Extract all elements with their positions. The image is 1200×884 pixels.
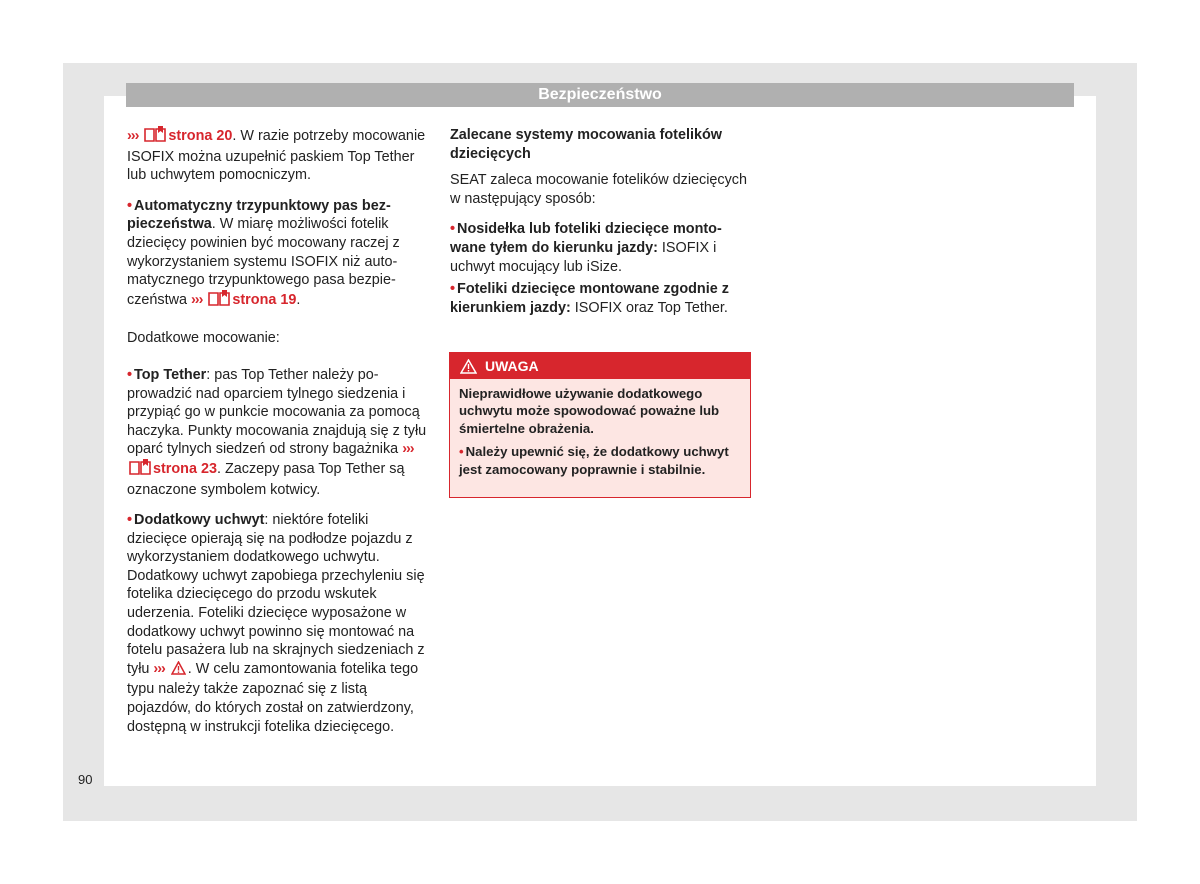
book-icon [208, 290, 230, 312]
paragraph-additional: Dodatkowe mocowanie: [127, 330, 280, 347]
warning-text: Należy upewnić się, że dodatkowy uchwyt jest zamocowany poprawnie i stabilnie. [459, 444, 729, 477]
ref-arrow: ››› [127, 128, 139, 144]
ref-arrow: ››› [153, 660, 165, 677]
item-bold: Foteliki dziecięce montowane zgodnie z kierunkiem jazdy: [450, 281, 729, 316]
paragraph-seatbelt [127, 197, 427, 312]
bullet-icon: • [127, 512, 133, 529]
intro-paragraph: SEAT zaleca mocowanie fotelików dziecięcych w następujący sposób: [450, 172, 748, 207]
heading-text: Zalecane systemy mocowania fotelików dziecięcych [450, 127, 722, 162]
paragraph-bold: Automatyczny trzypunktowy pas bezpieczeństwa [127, 197, 391, 233]
bullet-icon: • [450, 221, 456, 238]
ref-arrow: ››› [191, 291, 203, 308]
link-strona-19[interactable]: strona 19 [232, 291, 297, 308]
warning-title: UWAGA [485, 358, 539, 374]
bullet-icon: • [127, 366, 133, 383]
bullet-icon: • [450, 281, 456, 298]
paragraph-text: . W razie potrzeby mocowanie ISOFIX można uzupełnić paskiem Top Tether lub uchwytem pomocniczym. [127, 128, 426, 184]
ref-arrow: ››› [402, 441, 414, 458]
warning-triangle-icon [460, 359, 477, 374]
book-icon [144, 126, 166, 148]
paragraph-text: . W celu zamontowania fotelika tego typu należy także zapoznać się z listą pojazdów, do których został on zatwierdzony, dostępną w instrukcji fotelika dziecięcego. [127, 660, 419, 735]
paragraph-bold: Top Tether [134, 366, 207, 383]
paragraph-top-tether [127, 366, 427, 499]
paragraph-ref-20 [127, 126, 427, 185]
left-column [127, 126, 427, 748]
bullet-icon: • [459, 444, 464, 460]
warning-body [450, 379, 750, 478]
paragraph-text: : niektóre foteliki dziecięce opierają się na podłodze pojazdu z wykorzystaniem dodatkowego uchwytu. Dodatkowy uchwyt zapobiega przechyleniu się fotelika dziecięcego do przodu wskutek uderzenia. Foteliki dziecięce wyposażone w dodatkowy uchwyt powinno się montować na fotelu pasażera lub na skrajnych siedzeniach z tyłu [127, 512, 425, 677]
paragraph-text: . [296, 291, 301, 308]
paragraph-text: . Zaczepy pasa Top Tether są oznaczone symbolem kotwicy. [127, 460, 405, 498]
paragraph-text: : pas Top Tether należy poprowadzić nad oparciem tylnego siedzenia i przypiąć go w punkcie mocowania za pomocą haczyka. Punkty mocowania znajdują się z tyłu oparć tylnych siedzeń od strony bagażnika [127, 366, 427, 458]
link-strona-20[interactable]: strona 20 [168, 128, 233, 144]
section-header: Bezpieczeństwo [126, 83, 1074, 107]
link-strona-23[interactable]: strona 23 [153, 460, 217, 477]
bullet-icon: • [127, 197, 133, 214]
warning-header [450, 353, 750, 379]
item-text: ISOFIX oraz Top Tether. [570, 299, 728, 316]
item-text: ISOFIX i uchwyt mocujący lub iSize. [450, 239, 717, 275]
paragraph-bold: Dodatkowy uchwyt [134, 512, 265, 529]
paragraph-text: . W miarę możliwości fotelik dziecięcy powinien być mocowany raczej z wykorzystaniem systemu ISOFIX niż automatycznego trzypunktowego pasa bezpieczeństwa [127, 216, 400, 308]
book-icon [129, 459, 151, 481]
right-column [450, 126, 750, 329]
paragraph-support-leg [127, 511, 427, 736]
list-item [450, 220, 750, 276]
item-bold: Nosidełka lub foteliki dziecięce montowane tyłem do kierunku jazdy: [450, 221, 722, 256]
list-item [450, 280, 750, 317]
section-heading [450, 126, 750, 163]
warning-line [459, 443, 742, 478]
warning-triangle-icon[interactable] [171, 661, 186, 681]
warning-box [449, 352, 751, 498]
page-number: 90 [78, 772, 93, 787]
warning-line: Nieprawidłowe używanie dodatkowego uchwytu może spowodować poważne lub śmiertelne obrażenia. [459, 386, 720, 436]
